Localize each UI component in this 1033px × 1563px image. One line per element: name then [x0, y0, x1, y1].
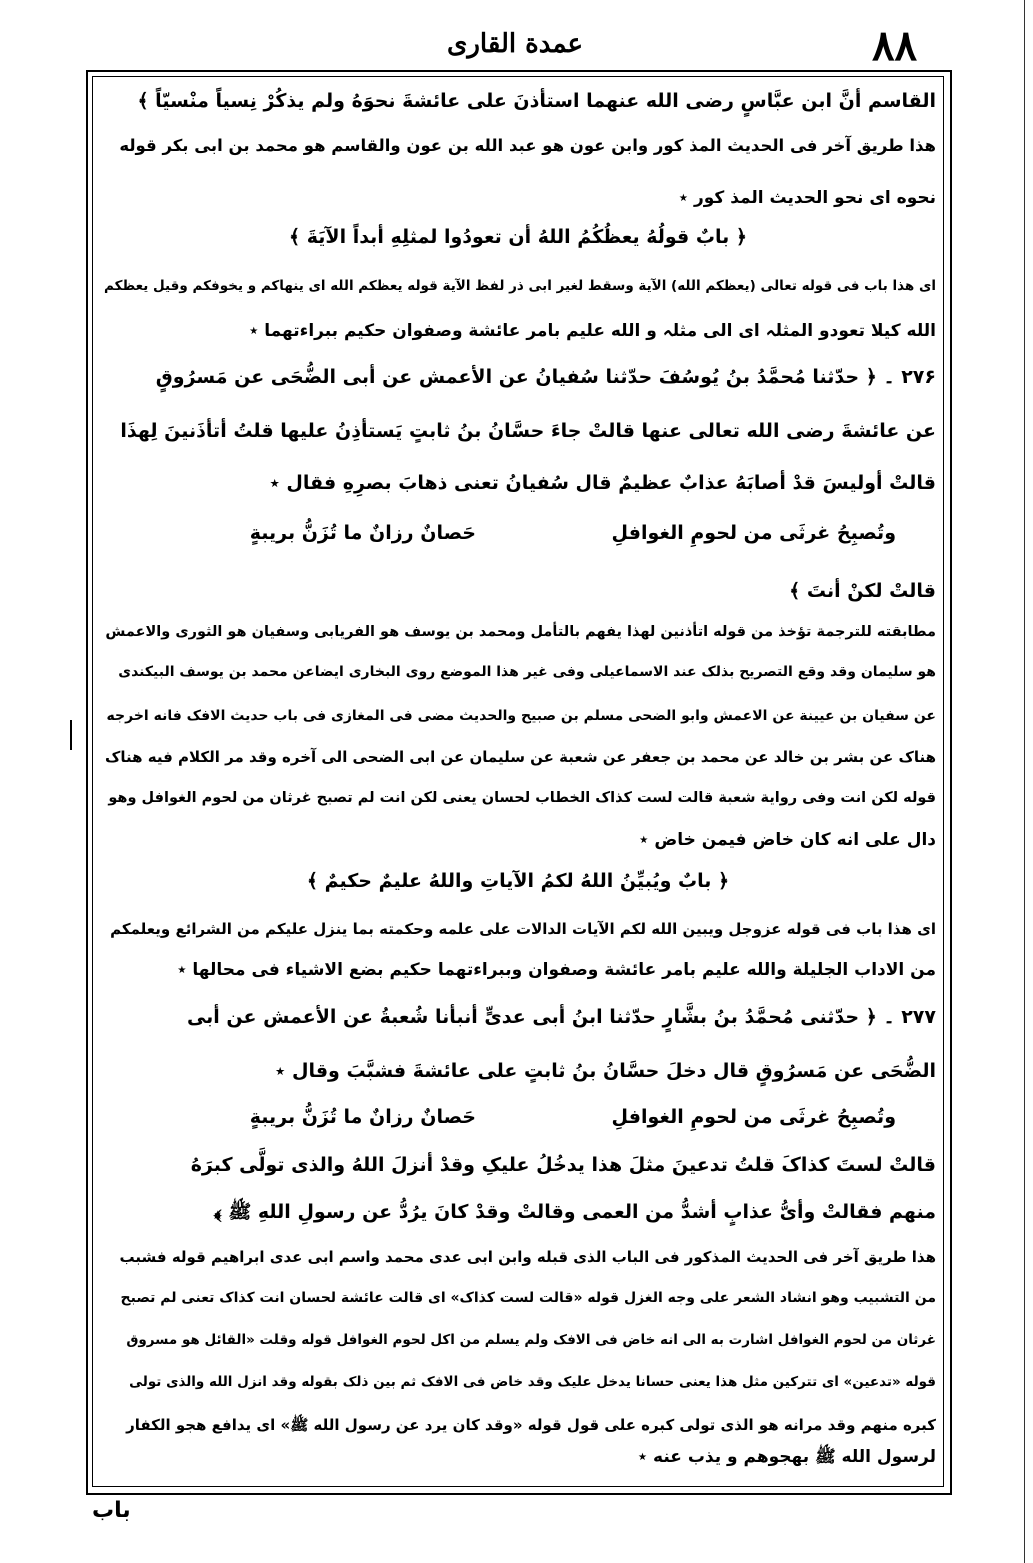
commentary-line: هناک عن بشر بن خالد عن محمد بن جعفر عن شعبة عن سلیمان عن ابی الضحی الی آخره وقد مر الکلام فیه هناک: [105, 748, 936, 766]
text-block: [100, 84, 936, 1479]
commentary-line: هذا طریق آخر فی الحدیث المذ کور وابن عون هو عبد الله بن عون والقاسم هو محمد بن ابی بکر قوله: [119, 136, 936, 155]
verse-hemistich-right: حَصانٌ رزانٌ ما تُزَنُّ بریبةٍ: [249, 1106, 476, 1128]
commentary-line: لرسول الله ﷺ بهجوهم و یذب عنه ٭: [637, 1447, 936, 1467]
page-number: ۸۸: [872, 21, 918, 70]
hadith-line: ۲۷۶ ۔ ﴿ حدّثنا مُحمَّدُ بنُ یُوسُفَ حدّثنا سُفیانُ عن الأعمش عن أبی الضُّحَی عن مَسرُوقٍ: [155, 366, 936, 388]
text-line: القاسم أنَّ ابن عبَّاسٍ رضی الله عنهما استأذنَ علی عائشةَ نحوَهُ ولم یذکُرْ نِسیاً منْسیّاً ﴾: [137, 90, 936, 112]
running-title: عمدة القاری: [447, 29, 583, 59]
commentary-line: دال علی انه کان خاض فیمن خاض ٭: [639, 830, 936, 850]
hadith-line: منهم فقالتْ وأیُّ عذابٍ أشدُّ من العمی وقالتْ وقدْ کانَ یرُدُّ عن رسولِ اللهِ ﷺ ﴾: [213, 1201, 936, 1223]
commentary-line: نحوه ای نحو الحدیث المذ کور ٭: [678, 188, 936, 208]
catchword: باب: [92, 1498, 131, 1523]
commentary-line: هذا طریق آخر فی الحدیث المذکور فی الباب الذی قبله وابن ابی عدی محمد واسم ابی عدی ابراهیم قوله فشبب: [119, 1248, 936, 1266]
margin-mark: [70, 720, 72, 750]
commentary-line: ای هذا باب فی قوله عزوجل ویبین الله لکم الآیات الدالات علی علمه وحکمته بما ینزل علیکم من الشرائع ویعلمکم: [110, 920, 936, 938]
commentary-line: کبره منهم وقد مرانه هو الذی تولی کبره علی قول قوله «وقد کان یرد عن رسول الله ﷺ» ای یدافع هجو الکفار: [126, 1416, 936, 1434]
verse-hemistich-right: حَصانٌ رزانٌ ما تُزَنُّ بریبةٍ: [249, 522, 476, 544]
commentary-line: من التشبیب وهو انشاد الشعر علی وجه الغزل قوله «قالت لست کذاک» ای قالت عائشة لحسان انت کذاک تعنی لم تصبح: [120, 1290, 936, 1306]
chapter-heading: ﴿ بابٌ ویُبیِّنُ اللهُ لکمُ الآیاتِ واللهُ علیمٌ حکیمٌ ﴾: [306, 870, 730, 892]
commentary-line: عن سفیان بن عیینة عن الاعمش وابو الضحی مسلم بن صبیح والحدیث مضی فی المغازی فی باب حدیث الافک فانه اخرجه: [106, 708, 936, 724]
commentary-line: ای هذا باب فی قوله تعالی (یعظکم الله) الآیة وسقط لغیر ابی ذر لفظ الآیة قوله یعظکم الله ای ینهاکم و یخوفکم وقیل یعظکم: [104, 278, 936, 294]
chapter-heading: ﴿ بابٌ قولُهُ یعظُکُمُ اللهُ أن تعودُوا لمثلِهِ أبداً الآیَةَ ﴾: [289, 226, 747, 248]
hadith-line: عن عائشةَ رضی الله تعالی عنها قالتْ جاءَ حسَّانُ بنُ ثابتٍ یَستأذِنُ علیها قلتُ أتأذَنینَ لِهذَا: [120, 420, 936, 442]
verse-hemistich-left: وتُصبِحُ غرثَی من لحومِ الغوافلِ: [611, 522, 896, 544]
hadith-line: قالتْ أولیسَ قدْ أصابَهُ عذابٌ عظیمٌ قال سُفیانُ تعنی ذهابَ بصرِهِ فقال ٭: [269, 472, 936, 494]
commentary-line: الله کیلا تعودو المثلہ ای الی مثلہ و الله علیم بامر عائشة وصفوان حکیم ببراءتهما ٭: [249, 321, 936, 341]
hadith-line: الضُّحَی عن مَسرُوقٍ قال دخلَ حسَّانُ بنُ ثابتٍ علی عائشةَ فشبَّبَ وقال ٭: [275, 1060, 936, 1082]
commentary-line: قوله «تدعین» ای تترکین مثل هذا یعنی حسانا یدخل علیک وقد خاض فی الافک ثم بین ذلک بقوله وقد انزل الله والذی تولی: [129, 1374, 936, 1390]
commentary-line: غرثان من لحوم الغوافل اشارت به الی انه خاض فی الافک ولم یسلم من اکل لحوم الغوافل قوله وقلت «القائل هو مسروق: [126, 1332, 936, 1348]
verse-hemistich-left: وتُصبِحُ غرثَی من لحومِ الغوافلِ: [611, 1106, 896, 1128]
hadith-line: قالتْ لکنْ أنتَ ﴾: [789, 580, 936, 602]
commentary-line: من الاداب الجلیلة والله علیم بامر عائشة وصفوان وببراءتهما حکیم بضع الاشیاء فی محالها ٭: [177, 960, 936, 980]
commentary-line: هو سلیمان وقد وقع التصریح بذلک عند الاسماعیلی وفی غیر هذا الموضع روی البخاری ایضاعن محمد بن یوسف البیکندی: [118, 664, 936, 680]
commentary-line: قوله لکن انت وفی روایة شعبة قالت لست کذاک الخطاب لحسان یعنی لکن انت لم تصبح غرثان من لحوم الغوافل وهو: [108, 790, 936, 806]
scan-edge-rule: [1024, 0, 1025, 1563]
hadith-line: قالتْ لستَ کذاکَ قلتُ تدعینَ مثلَ هذا یدخُلُ علیکِ وقدْ أنزلَ اللهُ والذی تولَّی کبرَهُ: [190, 1154, 936, 1176]
hadith-line: ۲۷۷ ۔ ﴿ حدّثنی مُحمَّدُ بنُ بشَّارٍ حدّثنا ابنُ أبی عدیٍّ أنبأنا شُعبةُ عن الأعمش عن أبی: [186, 1006, 936, 1028]
commentary-line: مطابقته للترجمة تؤخذ من قوله اتأذنین لهذا یفهم بالتأمل ومحمد بن یوسف هو الفریابی وسفیان هو الثوری والاعمش: [105, 624, 936, 640]
